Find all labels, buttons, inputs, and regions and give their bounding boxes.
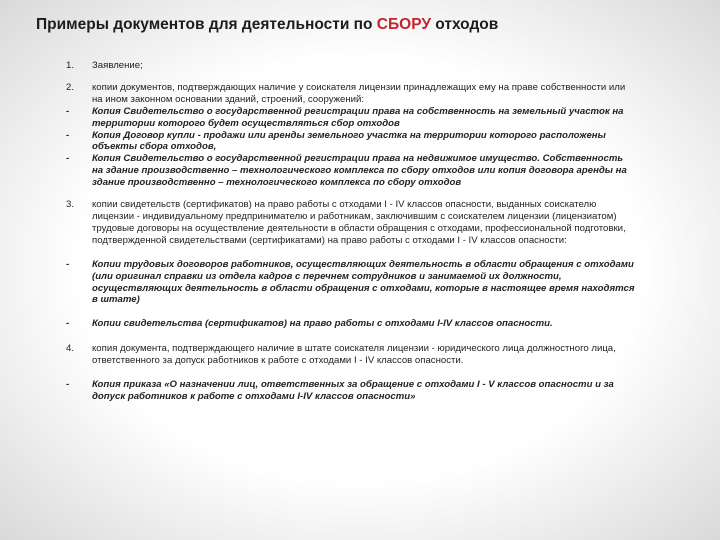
item-text: копия документа, подтверждающего наличие в штате соискателя лицензии - юридического лица должностного лица, ответственного за допуск работников к работе с отходами I - IV классов опасности.	[92, 343, 616, 367]
dash-marker: -	[66, 105, 70, 117]
title-suffix: отходов	[430, 16, 499, 33]
subitem-text: Копии трудовых договоров работников, осуществляющих деятельность в области обращения с отходами (или оригинал справки из отдела кадров с перечнем сотрудников и занимаемой их должности, осуществляющих деятельность в области обращения с отходами, которые в настоящее время находятся в штате)	[92, 258, 635, 306]
list-subitem	[66, 153, 636, 189]
item-text: копии документов, подтверждающих наличие у соискателя лицензии принадлежащих ему на праве собственности или на ином законном основании зданий, строений, сооружений:	[92, 81, 626, 105]
item-number: 2.	[66, 81, 75, 93]
list-subitem	[66, 106, 636, 130]
dash-marker: -	[66, 153, 70, 165]
list-subitem	[66, 259, 636, 307]
list-subitem	[66, 318, 636, 330]
item-number: 4.	[66, 343, 75, 355]
dash-marker: -	[66, 129, 70, 141]
dash-marker: -	[66, 379, 70, 391]
list-item-1	[66, 60, 636, 72]
list-item-2	[66, 82, 636, 106]
subitem-text: Копия Свидетельство о государственной регистрации права на недвижимое имущество. Собственность на здание производственно – технологического комплекса по сбору отходов или копия договора аренды на здание производственно – технологического комплекса по сбору отходов	[92, 153, 627, 189]
item-text: Заявление;	[92, 60, 143, 71]
item-number: 1.	[66, 60, 75, 71]
title-prefix: Примеры документов для деятельности по	[36, 16, 377, 33]
dash-marker: -	[66, 318, 70, 330]
page-title	[36, 16, 498, 34]
list-subitem	[66, 130, 636, 154]
list-item-4	[66, 343, 636, 367]
title-accent: СБОРУ	[376, 16, 431, 33]
item-text: копии свидетельств (сертификатов) на право работы с отходами I - IV классов опасности, выданных соискателю лицензии - индивидуальному предпринимателю и работникам, заключившим с соискателем лицензии (лицензиатом) трудовые договоры на осуществление деятельности в области обращения с отходами, профессиональной подготовки, подтвержденной свидетельствами (сертификатами) на право работы с отходами I - IV классов опасности:	[92, 199, 626, 246]
document-body	[66, 60, 636, 403]
list-subitem	[66, 379, 636, 403]
subitem-text: Копия Свидетельство о государственной регистрации права на собственность на земельный участок на территории которого будет осуществляться сбор отходов	[92, 105, 624, 129]
subitem-text: Копии свидетельства (сертификатов) на право работы с отходами I-IV классов опасности.	[92, 318, 553, 330]
subitem-text: Копия Договор купли - продажи или аренды земельного участка на территории которого расположены объекты сбора отходов,	[92, 129, 606, 153]
item-number: 3.	[66, 199, 75, 211]
list-item-3	[66, 199, 636, 247]
dash-marker: -	[66, 258, 70, 270]
subitem-text: Копия приказа «О назначении лиц, ответственных за обращение с отходами I - V классов опасности и за допуск работников к работе с отходами I-IV классов опасности»	[92, 379, 614, 402]
